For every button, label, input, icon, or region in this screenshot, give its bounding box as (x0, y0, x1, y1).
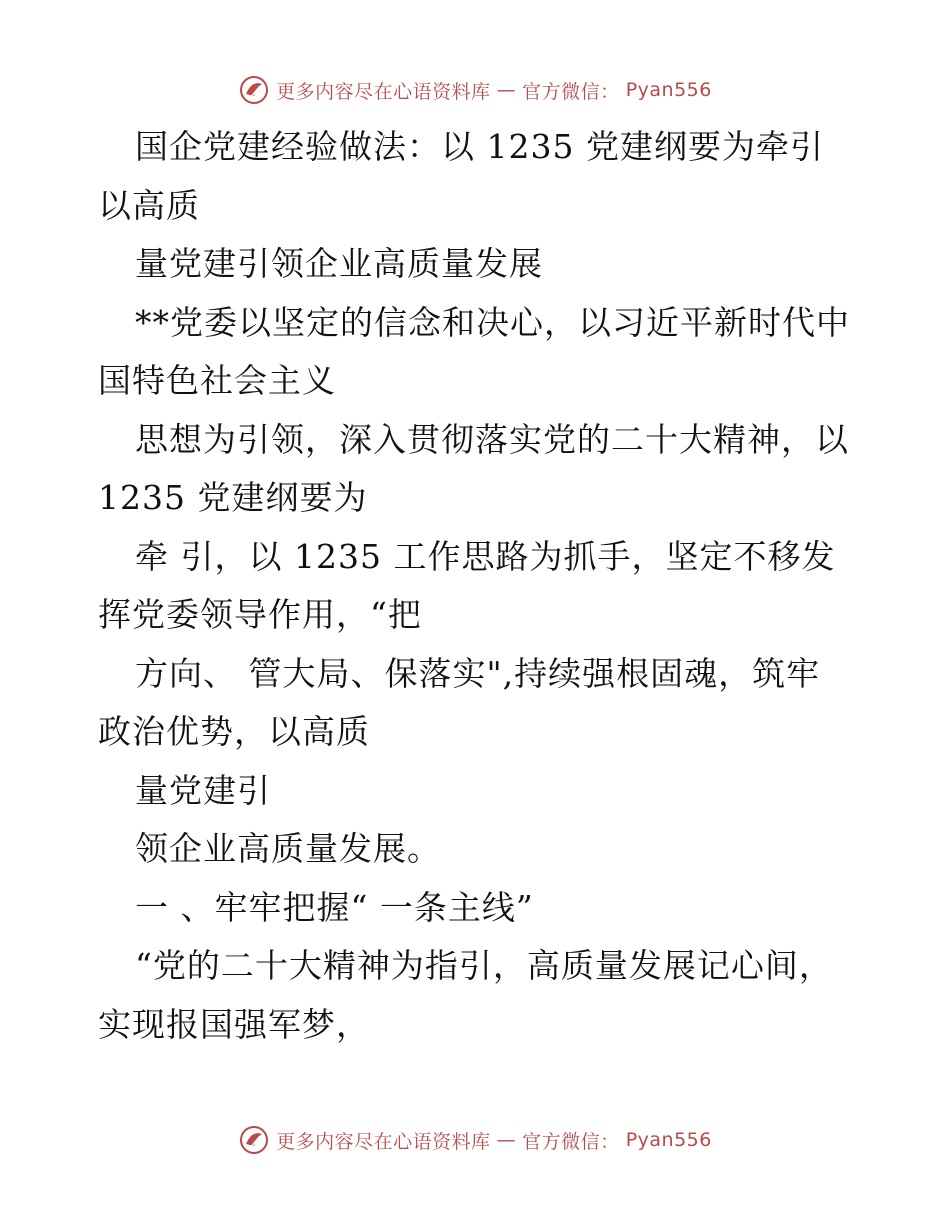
doc-title-line-3: 量党建引领企业高质量发展 (135, 244, 543, 283)
paragraph-line: 1235 党建纲要为 (98, 478, 368, 517)
paragraph-line: 政治优势，以高质 (98, 712, 370, 751)
banner-wechat-id: Pyan556 (625, 79, 712, 101)
banner-wechat-label: 官方微信： (522, 1130, 620, 1153)
paragraph-line: 思想为引领，深入贯彻落实党的二十大精神，以 (135, 419, 849, 459)
document-body (98, 118, 858, 1054)
header-banner (238, 74, 712, 106)
banner-wechat-label: 官方微信： (522, 80, 620, 103)
footer-banner (238, 1124, 712, 1156)
section-heading: 一 、牢牢把握“ 一条主线” (135, 887, 534, 927)
banner-brand: 更多内容尽在心语资料库 (276, 1130, 491, 1153)
logo-icon (238, 1124, 270, 1156)
banner-wechat-id: Pyan556 (625, 1129, 712, 1151)
logo-icon (238, 74, 270, 106)
banner-brand: 更多内容尽在心语资料库 (276, 80, 491, 103)
paragraph-line: 挥党委领导作用，“把 (98, 595, 422, 634)
paragraph-line: 方向、 管大局、保落实",持续强根固魂，筑牢 (135, 653, 821, 693)
paragraph-line: 量党建引 (135, 770, 271, 810)
doc-title-line-2: 以高质 (98, 185, 200, 225)
paragraph-line: 实现报国强军梦， (98, 1004, 370, 1044)
page-header (0, 70, 950, 110)
banner-dash: — (496, 79, 517, 101)
paragraph-line: **党委以坚定的信念和决心，以习近平新时代中 (135, 302, 850, 342)
doc-title-line-1: 国企党建经验做法：以 1235 党建纲要为牵引 (135, 127, 824, 166)
paragraph-line: 国特色社会主义 (98, 361, 336, 400)
page-footer (0, 1120, 950, 1160)
paragraph-line: 牵 引，以 1235 工作思路为抓手，坚定不移发 (135, 536, 836, 576)
banner-dash: — (496, 1129, 517, 1151)
paragraph-line: 领企业高质量发展。 (135, 829, 441, 868)
paragraph-line: “党的二十大精神为指引，高质量发展记心间， (135, 946, 833, 985)
